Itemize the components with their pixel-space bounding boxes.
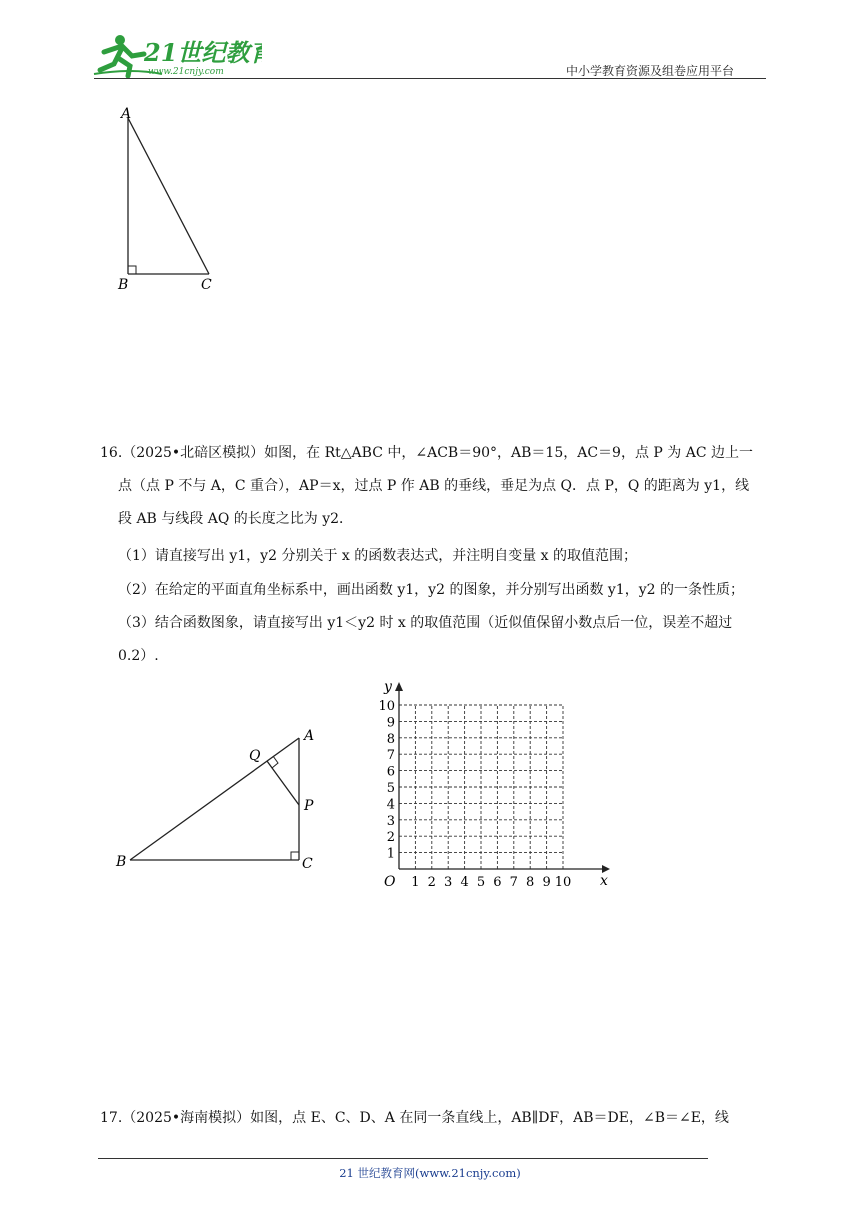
y-tick-label: 5: [386, 781, 395, 796]
q17-source: （2025•海南模拟）: [122, 1110, 251, 1126]
label-c: C: [302, 856, 313, 872]
x-axis-label: x: [600, 873, 608, 889]
footer-divider: [98, 1158, 708, 1159]
x-tick-label: 2: [427, 875, 436, 890]
q16-line1-text: 如图，在 Rt△ABC 中，∠ACB＝90°，AB＝15，AC＝9，点 P 为 AC 边上一: [264, 445, 753, 461]
q16-part2: （2）在给定的平面直角坐标系中，画出函数 y1，y2 的图象，并分别写出函数 y1，y2 的一条性质；: [118, 582, 744, 598]
x-tick-label: 4: [460, 875, 469, 890]
y-tick-label: 9: [386, 715, 395, 731]
q16-source: （2025•北碚区模拟）: [122, 445, 265, 461]
label-a: A: [304, 728, 315, 744]
platform-title: 中小学教育资源及组卷应用平台: [566, 64, 735, 78]
x-tick-label: 6: [493, 875, 502, 890]
q16-part3-b: 0.2）.: [118, 648, 159, 664]
y-tick-label: 6: [386, 764, 395, 780]
logo-text: 21世纪教育: [144, 38, 262, 67]
triangle-pq-figure: [112, 722, 322, 880]
x-tick-label: 10: [554, 875, 572, 890]
q17-line1: [100, 1108, 729, 1128]
y-tick-label: 8: [386, 731, 395, 747]
label-q: Q: [249, 748, 261, 764]
y-tick-label: 4: [386, 797, 395, 813]
logo-url: www.21cnjy.com: [148, 67, 224, 77]
q16-line3: 段 AB 与线段 AQ 的长度之比为 y2．: [118, 511, 354, 527]
header-divider: [94, 78, 766, 79]
y-axis-label: y: [384, 679, 392, 695]
site-logo[interactable]: [92, 30, 262, 80]
x-tick-label: 8: [526, 875, 535, 890]
y-tick-label: 10: [378, 699, 395, 714]
q16-line2: 点（点 P 不与 A，C 重合），AP＝x，过点 P 作 AB 的垂线，垂足为点 Q．点 P，Q 的距离为 y1，线: [118, 478, 750, 494]
coordinate-grid: [364, 676, 614, 892]
y-tick-label: 2: [386, 830, 395, 846]
label-b: B: [118, 277, 129, 293]
x-tick-label: 9: [542, 875, 551, 890]
footer-link[interactable]: 21 世纪教育网(www.21cnjy.com): [339, 1166, 521, 1180]
label-c: C: [201, 277, 212, 293]
q17-number: 17.: [100, 1110, 123, 1126]
grid-lines: [399, 705, 563, 869]
q16-number: 16.: [100, 445, 123, 461]
x-arrow-icon: [602, 865, 610, 873]
y-tick-label: 3: [386, 813, 395, 829]
q16-part1: （1）请直接写出 y1，y2 分别关于 x 的函数表达式，并注明自变量 x 的取值范围；: [118, 548, 638, 564]
x-tick-label: 3: [444, 875, 453, 890]
triangle-abc-figure: [110, 100, 230, 300]
y-tick-label: 7: [386, 748, 395, 764]
y-tick-label: 1: [386, 846, 395, 862]
q17-text: 如图，点 E、C、D、A 在同一条直线上，AB∥DF，AB＝DE，∠B＝∠E，线: [250, 1110, 729, 1126]
q16-line1: [100, 443, 753, 463]
y-arrow-icon: [395, 682, 403, 691]
x-tick-label: 5: [476, 875, 486, 890]
x-tick-label: 1: [411, 875, 420, 890]
q16-part3-a: （3）结合函数图象，请直接写出 y1＜y2 时 x 的取值范围（近似值保留小数点后一位，误差不超过: [118, 615, 733, 631]
label-p: P: [304, 798, 314, 814]
label-a: A: [121, 106, 132, 122]
origin-label: O: [384, 874, 396, 890]
x-tick-label: 7: [509, 875, 518, 890]
label-b: B: [116, 854, 127, 870]
